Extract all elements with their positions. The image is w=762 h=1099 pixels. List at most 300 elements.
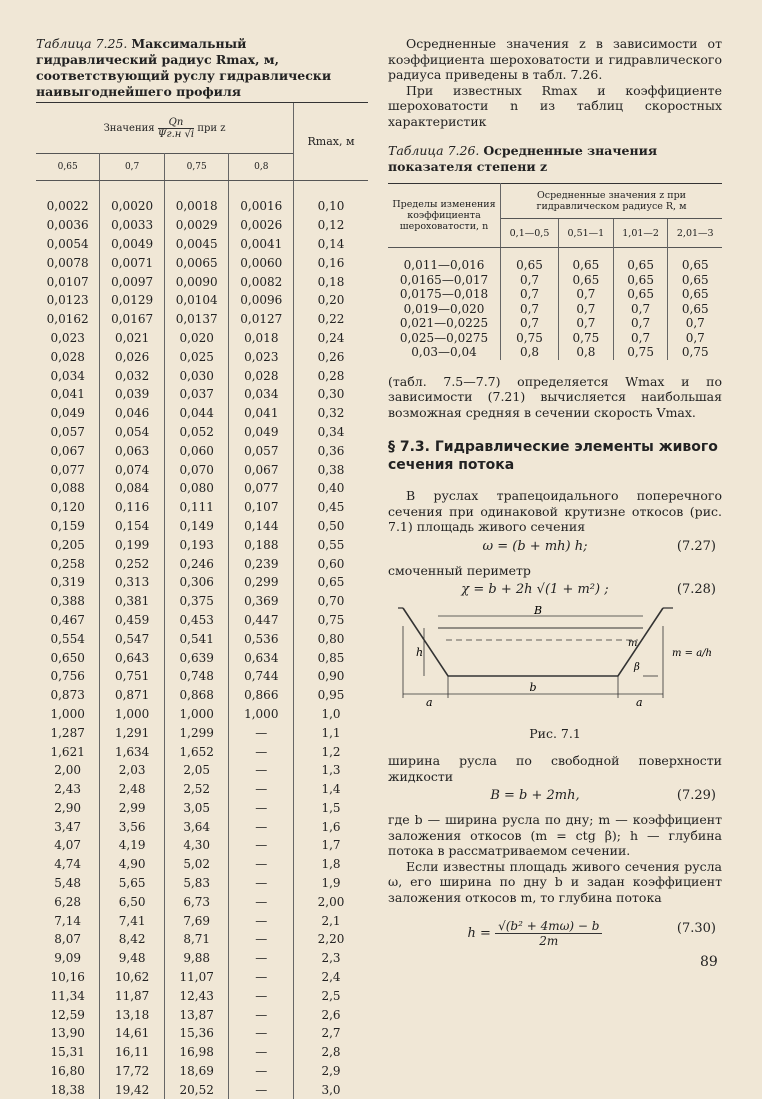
table-cell: 0,0071 [100, 253, 165, 272]
table-cell: 0,018 [229, 329, 294, 348]
table-cell: 0,65 [681, 258, 709, 273]
table-cell: 0,7 [559, 302, 614, 317]
table-cell: 0,70 [317, 594, 345, 609]
table-cell: 9,88 [164, 949, 229, 968]
table-cell: 0,252 [100, 554, 165, 573]
table-cell: 2,6 [321, 1007, 341, 1022]
table-row [36, 911, 368, 930]
table-7-26 [388, 183, 722, 360]
table-cell: 0,020 [164, 329, 229, 348]
paragraph-z-values: Осредненные значения z в зависимости от коэффициента шероховатости и гидравлического радиуса приведены в табл. 7.26. [388, 36, 722, 82]
table-row [388, 287, 722, 302]
table-cell: — [229, 986, 294, 1005]
table-cell: 0,0033 [100, 216, 165, 235]
table-row [36, 611, 368, 630]
table-cell: 0,650 [36, 648, 100, 667]
table-cell: 1,8 [321, 857, 341, 872]
label-a-right: a [636, 696, 643, 709]
header-avg: Осредненные значения z при гидравлическом радиусе R, м [501, 184, 723, 219]
table-cell: 1,291 [100, 723, 165, 742]
table-cell: 10,62 [100, 968, 165, 987]
table-row [36, 1080, 368, 1099]
table-cell: 0,041 [36, 385, 100, 404]
table-row [36, 291, 368, 310]
table-row [36, 986, 368, 1005]
table-row [388, 273, 722, 288]
table-cell: 0,205 [36, 535, 100, 554]
paragraph-trapezoid: В руслах трапецоидального поперечного сечения при одинаковой крутизне откосов (рис. 7.1) площадь живого сечения [388, 488, 722, 534]
table-cell: 0,107 [229, 498, 294, 517]
table-cell: 0,453 [164, 611, 229, 630]
table-cell: 0,159 [36, 517, 100, 536]
table-cell: 0,0060 [229, 253, 294, 272]
table-cell: 0,034 [36, 366, 100, 385]
table-cell: 0,7 [685, 330, 705, 345]
table-cell: 1,299 [164, 723, 229, 742]
table-cell: 1,652 [164, 742, 229, 761]
table-cell: 1,4 [321, 782, 341, 797]
table-cell: 11,07 [164, 968, 229, 987]
table-row [388, 331, 722, 346]
z-header-cell: 0,8 [229, 154, 294, 181]
table-cell: 2,8 [321, 1045, 341, 1060]
table-cell: 0,023 [229, 347, 294, 366]
table-row [36, 836, 368, 855]
table-row [36, 592, 368, 611]
table-cell: 1,1 [321, 725, 341, 740]
table-cell: 2,00 [36, 761, 100, 780]
table-row [36, 629, 368, 648]
table-cell: 0,306 [164, 573, 229, 592]
figure-7-1-trapezoid [388, 606, 722, 716]
table-cell: 0,65 [613, 248, 668, 273]
table-cell: 2,20 [317, 932, 345, 947]
header-values: Значения $\frac{Qn}{\Psi г.н √i}$ при z [36, 103, 294, 154]
table-cell: 0,65 [681, 287, 709, 302]
table-cell: 0,26 [317, 349, 345, 364]
z-header-cell: 0,75 [164, 154, 229, 181]
table-cell: 0,60 [317, 556, 345, 571]
table-cell: 0,65 [681, 272, 709, 287]
table-cell: 0,32 [317, 406, 345, 421]
table-cell: 16,11 [100, 1043, 165, 1062]
table-cell: 3,64 [164, 817, 229, 836]
table-cell: 0,025 [164, 347, 229, 366]
label-m: m [628, 638, 638, 649]
table-cell: 0,36 [317, 443, 345, 458]
r-range-header: 1,01—2 [613, 219, 668, 248]
table-cell: 1,3 [321, 763, 341, 778]
table-cell: 18,38 [36, 1080, 100, 1099]
table-cell: — [229, 742, 294, 761]
table-cell: 0,14 [317, 236, 345, 251]
table-cell: 0,116 [100, 498, 165, 517]
table-cell: 0,026 [100, 347, 165, 366]
table-cell: 4,07 [36, 836, 100, 855]
table-cell: 1,287 [36, 723, 100, 742]
table-cell: 0,049 [229, 423, 294, 442]
table-cell: 1,000 [164, 705, 229, 724]
caption-label: Таблица 7.25. [36, 36, 128, 51]
table-cell: 18,69 [164, 1062, 229, 1081]
table-cell: 3,0 [321, 1082, 341, 1097]
table-cell: 0,188 [229, 535, 294, 554]
table-cell: 0,080 [164, 479, 229, 498]
table-cell: 0,0022 [36, 181, 100, 216]
table-row [36, 460, 368, 479]
table-cell: — [229, 780, 294, 799]
table-cell: 2,9 [321, 1064, 341, 1079]
table-cell: — [229, 874, 294, 893]
table-cell: 0,34 [317, 424, 345, 439]
figure-caption: Рис. 7.1 [529, 726, 581, 741]
table-cell: — [229, 968, 294, 987]
table-row [388, 248, 722, 273]
table-cell: — [229, 1005, 294, 1024]
table-row [36, 272, 368, 291]
formula-7-27: ω = (b + mh) h; (7.27) [482, 538, 716, 554]
table-cell: 0,20 [317, 293, 345, 308]
table-row [36, 761, 368, 780]
formula-7-29: B = b + 2mh, (7.29) [490, 788, 716, 803]
table-row [36, 535, 368, 554]
table-cell: 0,65 [559, 248, 614, 273]
table-cell: 5,02 [164, 855, 229, 874]
table-cell: 0,258 [36, 554, 100, 573]
table-cell: 4,19 [100, 836, 165, 855]
table-cell: 0,057 [229, 441, 294, 460]
table-cell: 0,748 [164, 667, 229, 686]
table-cell: 0,077 [229, 479, 294, 498]
table-cell: 0,074 [100, 460, 165, 479]
table-cell: — [229, 761, 294, 780]
table-cell: 7,69 [164, 911, 229, 930]
table-cell: 0,8 [559, 345, 614, 360]
table-cell: 3,56 [100, 817, 165, 836]
table-cell: 20,52 [164, 1080, 229, 1099]
table-row [36, 366, 368, 385]
table-cell: 0,025—0,0275 [388, 331, 501, 346]
table-cell: 2,03 [100, 761, 165, 780]
table-cell: 0,144 [229, 517, 294, 536]
table-cell: 0,0107 [36, 272, 100, 291]
label-m-equals: m = a/h [672, 648, 712, 659]
table-cell: 0,388 [36, 592, 100, 611]
table-cell: 16,80 [36, 1062, 100, 1081]
table-7-25 [36, 102, 368, 1099]
table-cell: 0,0137 [164, 310, 229, 329]
table-row [36, 310, 368, 329]
table-cell: 0,0036 [36, 216, 100, 235]
table-row [36, 517, 368, 536]
table-cell: 19,42 [100, 1080, 165, 1099]
table-cell: 2,5 [321, 988, 341, 1003]
table-row [36, 930, 368, 949]
table-row [36, 1024, 368, 1043]
table-cell: 1,000 [229, 705, 294, 724]
table-cell: 13,87 [164, 1005, 229, 1024]
table-row [36, 1043, 368, 1062]
table-cell: 0,0026 [229, 216, 294, 235]
table-cell: 2,43 [36, 780, 100, 799]
table-cell: 0,40 [317, 481, 345, 496]
table-cell: 0,28 [317, 368, 345, 383]
formula-7-28: χ = b + 2h √(1 + m²) ; (7.28) [461, 582, 716, 597]
table-cell: 15,36 [164, 1024, 229, 1043]
table-row [36, 554, 368, 573]
table-cell: 16,98 [164, 1043, 229, 1062]
z-header-cell: 0,65 [36, 154, 100, 181]
table-cell: 0,0175—0,018 [388, 287, 501, 302]
table-cell: 0,0123 [36, 291, 100, 310]
table-cell: 0,375 [164, 592, 229, 611]
table-cell: 0,866 [229, 686, 294, 705]
table-cell: 0,7 [501, 287, 559, 302]
table-cell: 0,0162 [36, 310, 100, 329]
r-range-header: 0,1—0,5 [501, 219, 559, 248]
table-cell: 6,28 [36, 892, 100, 911]
header-rmax: Rmax, м [294, 103, 368, 181]
table-cell: — [229, 723, 294, 742]
table-row [36, 573, 368, 592]
table-cell: 5,83 [164, 874, 229, 893]
table-cell: 0,021 [100, 329, 165, 348]
table-row [36, 949, 368, 968]
table-row [36, 423, 368, 442]
table-cell: 0,643 [100, 648, 165, 667]
table-cell: 8,71 [164, 930, 229, 949]
table-cell: 0,873 [36, 686, 100, 705]
table-row [36, 235, 368, 254]
label-B: B [533, 606, 543, 617]
table-cell: 17,72 [100, 1062, 165, 1081]
table-cell: 4,74 [36, 855, 100, 874]
table-cell: 0,868 [164, 686, 229, 705]
table-cell: 0,054 [100, 423, 165, 442]
table-cell: 0,0029 [164, 216, 229, 235]
table-row [36, 329, 368, 348]
table-cell: 2,7 [321, 1026, 341, 1041]
table-cell: 1,634 [100, 742, 165, 761]
table-cell: 0,639 [164, 648, 229, 667]
caption-text: Осредненные значения показателя степени z [388, 143, 658, 174]
table-cell: — [229, 949, 294, 968]
table-cell: 11,34 [36, 986, 100, 1005]
table-row [36, 742, 368, 761]
table-cell: 0,447 [229, 611, 294, 630]
table-cell: 0,50 [317, 518, 345, 533]
table-row [36, 667, 368, 686]
paragraph-definitions: где b — ширина русла по дну; m — коэффициент заложения откосов (m = ctg β); h — глубина потока в рассматриваемом сечении. [388, 812, 722, 858]
table-cell: 0,049 [36, 404, 100, 423]
table-row [36, 648, 368, 667]
table-cell: 0,0045 [164, 235, 229, 254]
table-cell: 0,65 [613, 287, 668, 302]
table-cell: 0,7 [559, 316, 614, 331]
table-cell: 0,7 [613, 316, 668, 331]
table-cell: 12,59 [36, 1005, 100, 1024]
table-cell: 0,039 [100, 385, 165, 404]
paragraph-wetted-perimeter: смоченный периметр [388, 562, 531, 578]
table-cell: 0,028 [229, 366, 294, 385]
table-cell: 0,95 [317, 688, 345, 703]
table-row [36, 385, 368, 404]
table-cell: 0,459 [100, 611, 165, 630]
table-row [36, 253, 368, 272]
table-cell: 0,756 [36, 667, 100, 686]
table-cell: 0,067 [229, 460, 294, 479]
table-cell: 0,019—0,020 [388, 302, 501, 317]
table-row [36, 181, 368, 216]
table-row [36, 347, 368, 366]
table-cell: 0,023 [36, 329, 100, 348]
table-row [36, 686, 368, 705]
table-cell: 2,00 [317, 894, 345, 909]
table-cell: 0,381 [100, 592, 165, 611]
table-cell: 0,65 [317, 575, 345, 590]
table-cell: 0,75 [559, 331, 614, 346]
table-row [36, 723, 368, 742]
table-row [388, 345, 722, 360]
table-cell: 0,154 [100, 517, 165, 536]
table-cell: 3,47 [36, 817, 100, 836]
table-row [36, 817, 368, 836]
table-row [36, 441, 368, 460]
table-cell: 1,0 [321, 706, 341, 721]
table-cell: 0,30 [317, 387, 345, 402]
table-row [36, 1005, 368, 1024]
table-cell: 0,75 [681, 345, 709, 360]
table-cell: 11,87 [100, 986, 165, 1005]
table-cell: 7,41 [100, 911, 165, 930]
table-cell: 8,42 [100, 930, 165, 949]
table-cell: 0,547 [100, 629, 165, 648]
table-cell: 0,0104 [164, 291, 229, 310]
table-cell: 0,18 [317, 274, 345, 289]
paragraph-surface-width: ширина русла по свободной поверхности жидкости [388, 753, 722, 784]
table-cell: 0,16 [317, 255, 345, 270]
table-cell: 0,0018 [164, 181, 229, 216]
table-cell: 0,239 [229, 554, 294, 573]
table-row [36, 780, 368, 799]
table-cell: 0,38 [317, 462, 345, 477]
table-cell: 0,80 [317, 631, 345, 646]
table-cell: 0,7 [559, 287, 614, 302]
table-row [36, 799, 368, 818]
table-cell: 6,73 [164, 892, 229, 911]
table-cell: 1,000 [100, 705, 165, 724]
table-cell: 0,063 [100, 441, 165, 460]
table-cell: 2,52 [164, 780, 229, 799]
table-cell: 0,199 [100, 535, 165, 554]
table-cell: 2,48 [100, 780, 165, 799]
table-cell: 0,052 [164, 423, 229, 442]
table-cell: 10,16 [36, 968, 100, 987]
table-cell: 0,313 [100, 573, 165, 592]
table-cell: 0,0127 [229, 310, 294, 329]
table-cell: 0,24 [317, 330, 345, 345]
table-cell: 0,037 [164, 385, 229, 404]
table-cell: 2,99 [100, 799, 165, 818]
table-cell: 8,07 [36, 930, 100, 949]
label-a-left: a [426, 696, 433, 709]
table-cell: 0,65 [613, 273, 668, 288]
table-row [36, 892, 368, 911]
table-cell: 0,7 [613, 302, 668, 317]
table-row [36, 1062, 368, 1081]
table-cell: 0,057 [36, 423, 100, 442]
table-cell: 7,14 [36, 911, 100, 930]
table-cell: 0,65 [681, 301, 709, 316]
header-fraction: $\frac{Qn}{\Psi г.н √i}$ [157, 116, 195, 140]
table-cell: 2,1 [321, 913, 341, 928]
table-cell: 0,751 [100, 667, 165, 686]
table-row [388, 316, 722, 331]
table-cell: 4,90 [100, 855, 165, 874]
table-cell: — [229, 817, 294, 836]
table-cell: 15,31 [36, 1043, 100, 1062]
table-7-25-caption [36, 36, 364, 100]
caption-label: Таблица 7.26. [388, 143, 480, 158]
table-cell: 0,041 [229, 404, 294, 423]
table-cell: 0,7 [501, 316, 559, 331]
table-cell: 1,621 [36, 742, 100, 761]
caption-text: Максимальный гидравлический радиус Rmax, м, соответствующий руслу гидравлически наивыгоднейшего профиля [36, 36, 332, 99]
table-cell: 9,48 [100, 949, 165, 968]
label-beta: β [634, 662, 640, 673]
section-heading: § 7.3. Гидравлические элементы живого сечения потока [388, 439, 718, 473]
table-cell: 0,149 [164, 517, 229, 536]
table-cell: — [229, 855, 294, 874]
table-cell: 0,75 [613, 345, 668, 360]
page-number: 89 [700, 954, 718, 970]
table-cell: 0,246 [164, 554, 229, 573]
table-cell: 1,2 [321, 744, 341, 759]
table-cell: 0,369 [229, 592, 294, 611]
table-cell: 2,4 [321, 970, 341, 985]
table-cell: 0,7 [501, 273, 559, 288]
table-cell: 0,12 [317, 218, 345, 233]
table-cell: 0,193 [164, 535, 229, 554]
table-cell: 0,65 [559, 273, 614, 288]
table-cell: 0,028 [36, 347, 100, 366]
table-cell: 0,7 [685, 316, 705, 331]
table-row [36, 404, 368, 423]
z-header-cell: 0,7 [100, 154, 165, 181]
table-cell: — [229, 1080, 294, 1099]
table-cell: 0,7 [613, 331, 668, 346]
formula-7-30: h = $\frac{\text{√(b² + 4mω) − b}}{2m}$ (7.30) [467, 919, 716, 948]
table-cell: 1,6 [321, 819, 341, 834]
table-cell: 0,030 [164, 366, 229, 385]
table-cell: 0,0165—0,017 [388, 273, 501, 288]
table-cell: 0,7 [501, 302, 559, 317]
table-cell: 1,000 [36, 705, 100, 724]
table-cell: 0,0078 [36, 253, 100, 272]
table-cell: 0,0096 [229, 291, 294, 310]
table-cell: 0,088 [36, 479, 100, 498]
table-cell: 14,61 [100, 1024, 165, 1043]
table-row [36, 705, 368, 724]
table-cell: 0,0054 [36, 235, 100, 254]
table-cell: 0,55 [317, 537, 345, 552]
table-row [36, 498, 368, 517]
table-cell: 0,0082 [229, 272, 294, 291]
table-cell: 0,0041 [229, 235, 294, 254]
table-cell: — [229, 930, 294, 949]
table-cell: 0,0090 [164, 272, 229, 291]
table-cell: 0,467 [36, 611, 100, 630]
